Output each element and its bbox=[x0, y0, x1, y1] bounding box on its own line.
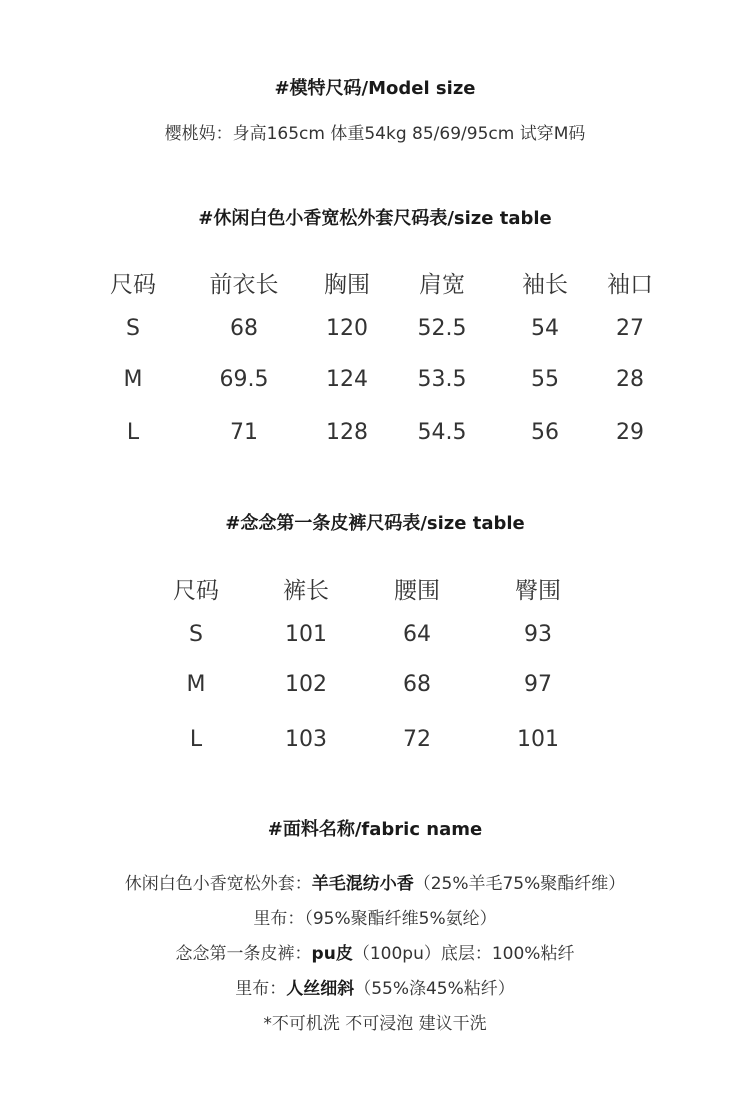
jacket-table-cell: 29 bbox=[616, 420, 644, 445]
jacket-table-cell: 68 bbox=[230, 316, 258, 341]
jacket-table-cell: 71 bbox=[230, 420, 258, 445]
model-info-line: 樱桃妈：身高165cm 体重54kg 85/69/95cm 试穿M码 bbox=[164, 124, 586, 144]
pants-table-cell: 72 bbox=[403, 727, 431, 752]
pants-table-cell: 68 bbox=[403, 672, 431, 697]
pants-table-heading: #念念第一条皮裤尺码表/size table bbox=[225, 513, 525, 534]
jacket-table-cell: 54.5 bbox=[417, 420, 467, 445]
jacket-table-cell: 54 bbox=[531, 316, 559, 341]
jacket-header-cell: 袖口 bbox=[607, 272, 653, 298]
jacket-table-cell: 69.5 bbox=[219, 367, 269, 392]
fabric-line-prefix: 里布： bbox=[235, 979, 287, 999]
jacket-table-cell: 56 bbox=[531, 420, 559, 445]
fabric-line-bold: 人丝细斜 bbox=[286, 979, 355, 999]
jacket-table-cell: M bbox=[123, 367, 143, 392]
jacket-table-cell: 120 bbox=[326, 316, 368, 341]
jacket-header-cell: 肩宽 bbox=[419, 272, 465, 298]
pants-table-cell: M bbox=[186, 672, 206, 697]
jacket-table-cell: 55 bbox=[531, 367, 559, 392]
pants-table-cell: L bbox=[189, 727, 203, 752]
jacket-table-cell: 124 bbox=[326, 367, 368, 392]
pants-table-cell: 93 bbox=[524, 622, 552, 647]
jacket-table-cell: 27 bbox=[616, 316, 644, 341]
pants-table-cell: 102 bbox=[285, 672, 327, 697]
jacket-header-cell: 尺码 bbox=[110, 272, 156, 298]
fabric-line-suffix: （100pu）底层：100%粘纤 bbox=[352, 944, 575, 964]
jacket-table-cell: 53.5 bbox=[417, 367, 467, 392]
pants-header-cell: 臀围 bbox=[515, 578, 561, 604]
jacket-table-heading: #休闲白色小香宽松外套尺码表/size table bbox=[198, 208, 552, 229]
fabric-line-bold: pu皮 bbox=[311, 944, 353, 964]
jacket-table-cell: 28 bbox=[616, 367, 644, 392]
fabric-line-jacket bbox=[0, 869, 750, 894]
fabric-line-pants-lining bbox=[0, 974, 750, 999]
pants-table-cell: 101 bbox=[517, 727, 559, 752]
fabric-line-suffix: （55%涤45%粘纤） bbox=[354, 979, 515, 999]
pants-table-cell: 101 bbox=[285, 622, 327, 647]
pants-header-cell: 腰围 bbox=[394, 578, 440, 604]
care-instructions: *不可机洗 不可浸泡 建议干洗 bbox=[263, 1014, 487, 1034]
fabric-line-jacket-lining: 里布：（95%聚酯纤维5%氨纶） bbox=[253, 909, 497, 929]
fabric-line-suffix: （25%羊毛75%聚酯纤维） bbox=[413, 874, 626, 894]
fabric-line-bold: 羊毛混纺小香 bbox=[311, 874, 414, 894]
model-size-heading: #模特尺码/Model size bbox=[274, 78, 476, 99]
fabric-line-prefix: 休闲白色小香宽松外套： bbox=[124, 874, 312, 894]
jacket-header-cell: 胸围 bbox=[324, 272, 370, 298]
jacket-table-cell: 128 bbox=[326, 420, 368, 445]
jacket-table-cell: 52.5 bbox=[417, 316, 467, 341]
jacket-header-cell: 袖长 bbox=[522, 272, 568, 298]
pants-table-cell: 103 bbox=[285, 727, 327, 752]
jacket-table-cell: S bbox=[126, 316, 140, 341]
fabric-line-pants bbox=[0, 939, 750, 964]
jacket-header-cell: 前衣长 bbox=[209, 272, 279, 298]
pants-table-cell: S bbox=[189, 622, 203, 647]
pants-header-cell: 裤长 bbox=[283, 578, 329, 604]
pants-header-cell: 尺码 bbox=[173, 578, 219, 604]
fabric-heading: #面料名称/fabric name bbox=[267, 819, 483, 840]
fabric-line-prefix: 念念第一条皮裤： bbox=[175, 944, 312, 964]
pants-table-cell: 97 bbox=[524, 672, 552, 697]
jacket-table-cell: L bbox=[126, 420, 140, 445]
pants-table-cell: 64 bbox=[403, 622, 431, 647]
